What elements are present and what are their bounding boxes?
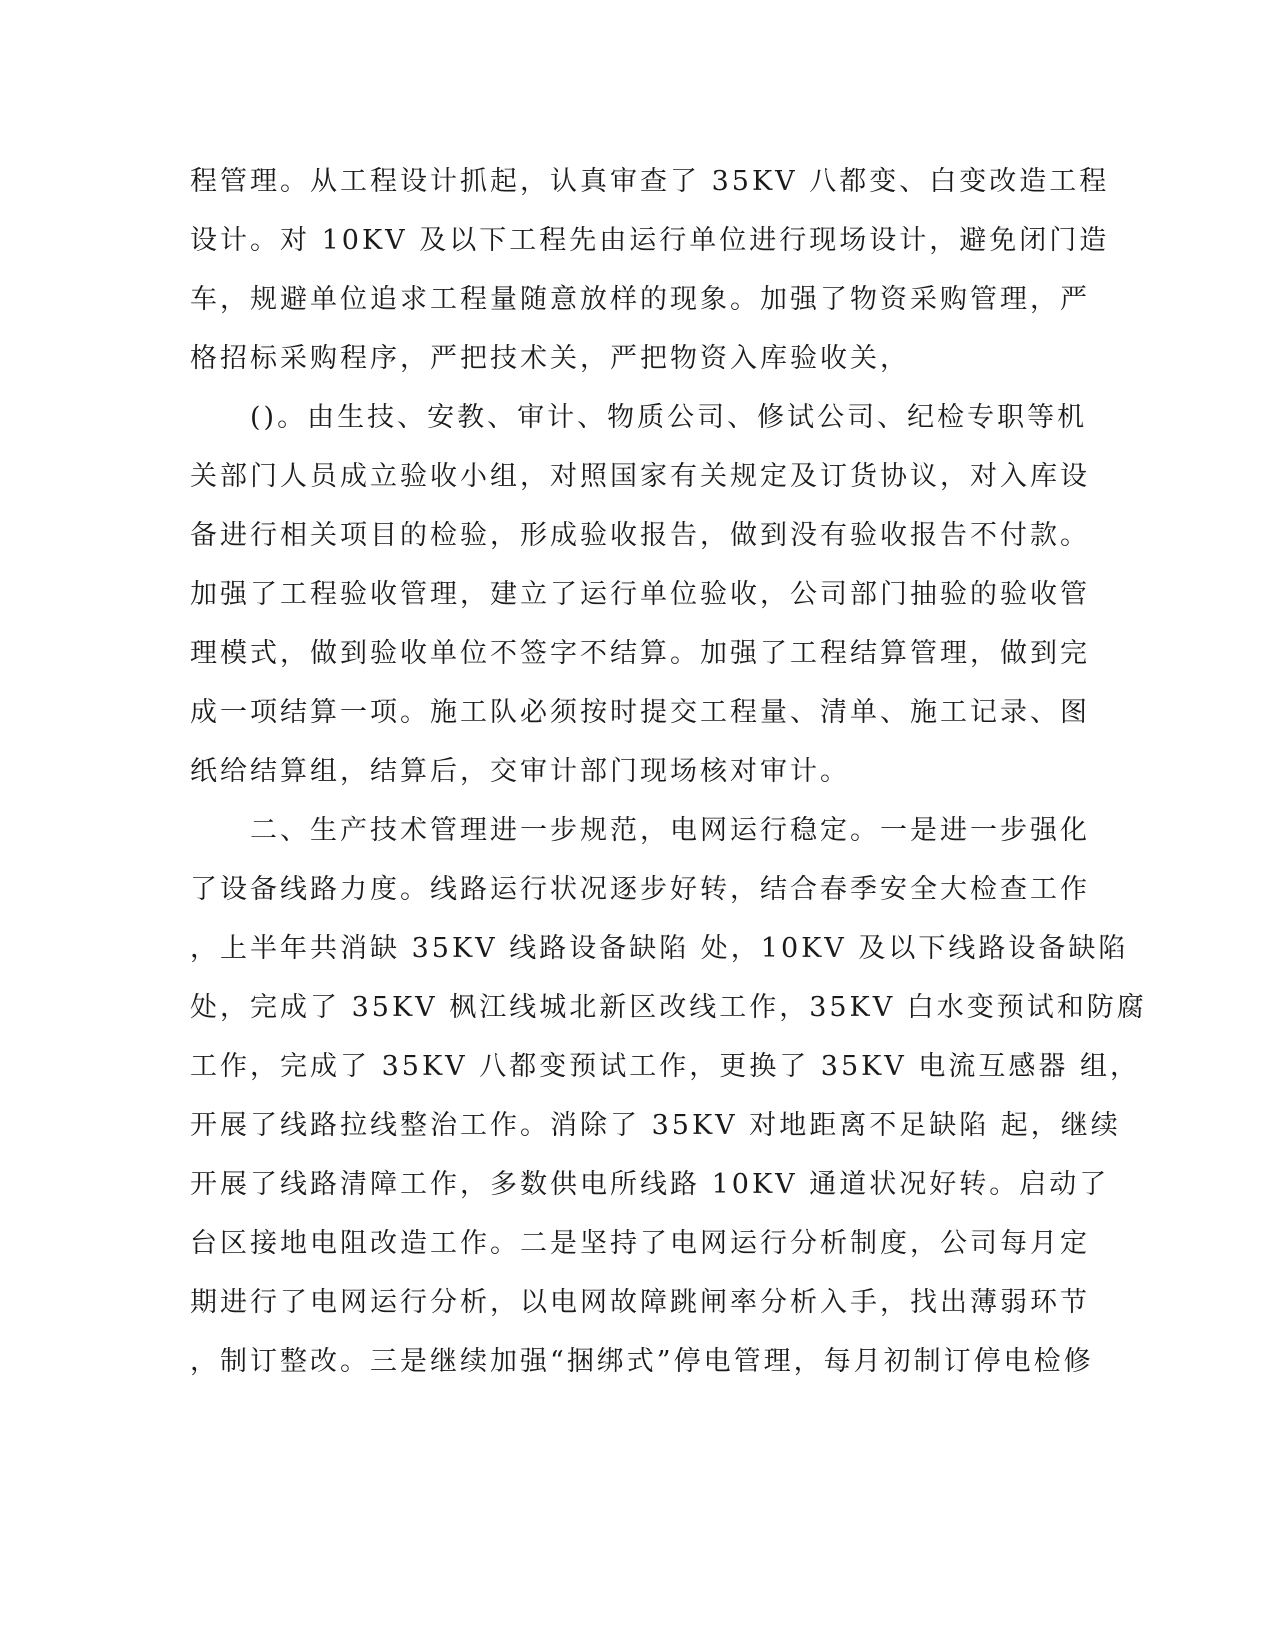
text-line: 处，完成了 35KV 枫江线城北新区改线工作，35KV 白水变预试和防腐 [190,992,1147,1023]
text-line: 成一项结算一项。施工队必须按时提交工程量、清单、施工记录、图 [190,697,1090,728]
text-line: 开展了线路清障工作，多数供电所线路 10KV 通道状况好转。启动了 [190,1169,1110,1200]
text-line: 加强了工程验收管理，建立了运行单位验收，公司部门抽验的验收管 [190,579,1090,610]
text-line: 开展了线路拉线整治工作。消除了 35KV 对地距离不足缺陷 起，继续 [190,1110,1121,1141]
text-line: 格招标采购程序，严把技术关，严把物资入库验收关， [190,343,910,374]
text-line: 车，规避单位追求工程量随意放样的现象。加强了物资采购管理，严 [190,284,1090,315]
text-line: 期进行了电网运行分析，以电网故障跳闸率分析入手，找出薄弱环节 [190,1287,1090,1318]
text-line: ()。由生技、安教、审计、物质公司、修试公司、纪检专职等机 [250,402,1088,433]
text-line: 理模式，做到验收单位不签字不结算。加强了工程结算管理，做到完 [190,638,1090,669]
text-line: 工作，完成了 35KV 八都变预试工作，更换了 35KV 电流互感器 组， [190,1051,1140,1082]
text-line: 纸给结算组，结算后，交审计部门现场核对审计。 [190,756,850,787]
text-line: 程管理。从工程设计抓起，认真审查了 35KV 八都变、白变改造工程 [190,166,1110,197]
text-line: ，制订整改。三是继续加强“捆绑式”停电管理，每月初制订停电检修 [190,1346,1094,1377]
text-line: 备进行相关项目的检验，形成验收报告，做到没有验收报告不付款。 [190,520,1090,551]
text-line: ，上半年共消缺 35KV 线路设备缺陷 处，10KV 及以下线路设备缺陷 [190,933,1129,964]
text-line: 台区接地电阻改造工作。二是坚持了电网运行分析制度，公司每月定 [190,1228,1090,1259]
text-line: 二、生产技术管理进一步规范，电网运行稳定。一是进一步强化 [250,815,1090,846]
text-line: 关部门人员成立验收小组，对照国家有关规定及订货协议，对入库设 [190,461,1090,492]
text-line: 设计。对 10KV 及以下工程先由运行单位进行现场设计，避免闭门造 [190,225,1110,256]
text-line: 了设备线路力度。线路运行状况逐步好转，结合春季安全大检查工作 [190,874,1090,905]
